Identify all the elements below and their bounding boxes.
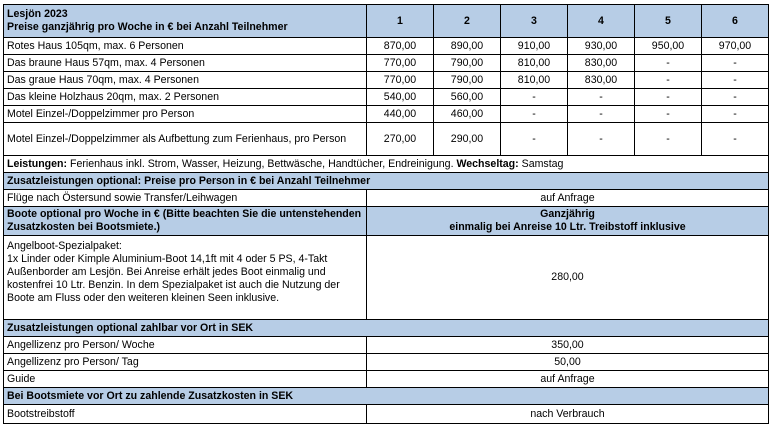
section-header-row bbox=[4, 173, 769, 190]
section-header-row bbox=[4, 207, 769, 236]
local-item-value: 50,00 bbox=[367, 354, 769, 371]
price-cell: 810,00 bbox=[501, 55, 568, 72]
price-table bbox=[3, 4, 769, 424]
price-cell: 440,00 bbox=[367, 106, 434, 123]
price-cell: 970,00 bbox=[702, 38, 769, 55]
column-header: 2 bbox=[434, 5, 501, 38]
column-header: 4 bbox=[568, 5, 635, 38]
boats-heading: Boote optional pro Woche in € (Bitte beachten Sie die untenstehenden Zusatzkosten bei Bootsmiete.) bbox=[4, 207, 367, 236]
price-cell: 790,00 bbox=[434, 72, 501, 89]
price-cell: - bbox=[568, 123, 635, 156]
price-cell: - bbox=[635, 72, 702, 89]
column-header: 1 bbox=[367, 5, 434, 38]
price-cell: - bbox=[702, 106, 769, 123]
price-cell: 770,00 bbox=[367, 72, 434, 89]
price-cell: 290,00 bbox=[434, 123, 501, 156]
section-header-row bbox=[4, 320, 769, 337]
column-header: 3 bbox=[501, 5, 568, 38]
price-cell: 270,00 bbox=[367, 123, 434, 156]
section-header-row bbox=[4, 388, 769, 405]
local-heading: Zusatzleistungen optional zahlbar vor Ort in SEK bbox=[4, 320, 769, 337]
price-cell: - bbox=[501, 106, 568, 123]
flights-value: auf Anfrage bbox=[367, 190, 769, 207]
price-cell: 540,00 bbox=[367, 89, 434, 106]
boat-package-text: Angelboot-Spezialpaket: 1x Linder oder Kimple Aluminium-Boot 14,1ft mit 4 oder 5 PS, 4-Takt Außenborder am Lesjön. Bei Anreise erhält jedes Boot einmalig und kostenfrei 10 Ltr. Benzin. In dem Spezialpaket ist auch die Nutzung der Boote am Fluss oder den weiteren kleinen Seen inklusive. bbox=[4, 236, 367, 320]
price-cell: 930,00 bbox=[568, 38, 635, 55]
table-row bbox=[4, 106, 769, 123]
price-cell: - bbox=[568, 106, 635, 123]
price-cell: - bbox=[568, 89, 635, 106]
services-row bbox=[4, 156, 769, 173]
header-title-cell bbox=[4, 5, 367, 38]
price-cell: 870,00 bbox=[367, 38, 434, 55]
price-cell: 830,00 bbox=[568, 55, 635, 72]
row-label: Das braune Haus 57qm, max. 4 Personen bbox=[4, 55, 367, 72]
local-item-label: Angellizenz pro Person/ Woche bbox=[4, 337, 367, 354]
price-cell: 910,00 bbox=[501, 38, 568, 55]
price-cell: 890,00 bbox=[434, 38, 501, 55]
table-row bbox=[4, 371, 769, 388]
price-cell: 830,00 bbox=[568, 72, 635, 89]
price-cell: 810,00 bbox=[501, 72, 568, 89]
header-row bbox=[4, 5, 769, 38]
fuel-label: Bootstreibstoff bbox=[4, 405, 367, 424]
row-label: Das graue Haus 70qm, max. 4 Personen bbox=[4, 72, 367, 89]
price-cell: 460,00 bbox=[434, 106, 501, 123]
row-label: Motel Einzel-/Doppelzimmer pro Person bbox=[4, 106, 367, 123]
table-title: Lesjön 2023 bbox=[7, 8, 68, 20]
services-text: Ferienhaus inkl. Strom, Wasser, Heizung, Bettwäsche, Handtücher, Endreinigung. bbox=[69, 157, 454, 170]
price-cell: - bbox=[501, 123, 568, 156]
change-day-value: Samstag bbox=[521, 157, 564, 170]
price-cell: - bbox=[501, 89, 568, 106]
boats-season-label: Ganzjährig bbox=[540, 208, 595, 220]
services-label: Leistungen: bbox=[7, 157, 68, 170]
table-row bbox=[4, 236, 769, 320]
flights-label: Flüge nach Östersund sowie Transfer/Leihwagen bbox=[4, 190, 367, 207]
price-cell: - bbox=[635, 123, 702, 156]
price-cell: - bbox=[635, 89, 702, 106]
price-cell: 950,00 bbox=[635, 38, 702, 55]
boat-package-price: 280,00 bbox=[367, 236, 769, 320]
column-header: 6 bbox=[702, 5, 769, 38]
price-cell: - bbox=[635, 55, 702, 72]
table-row bbox=[4, 354, 769, 371]
fuel-value: nach Verbrauch bbox=[367, 405, 769, 424]
local-item-label: Angellizenz pro Person/ Tag bbox=[4, 354, 367, 371]
table-row bbox=[4, 38, 769, 55]
price-cell: - bbox=[702, 123, 769, 156]
change-day-label: Wechseltag: bbox=[456, 157, 519, 170]
table-row bbox=[4, 337, 769, 354]
services-cell bbox=[4, 156, 769, 173]
column-header: 5 bbox=[635, 5, 702, 38]
table-subtitle: Preise ganzjährig pro Woche in € bei Anzahl Teilnehmer bbox=[7, 21, 288, 33]
table-row bbox=[4, 123, 769, 156]
boat-rental-heading: Bei Bootsmiete vor Ort zu zahlende Zusatzkosten in SEK bbox=[4, 388, 769, 405]
local-item-value: auf Anfrage bbox=[367, 371, 769, 388]
price-cell: 770,00 bbox=[367, 55, 434, 72]
table-row bbox=[4, 55, 769, 72]
table-row bbox=[4, 72, 769, 89]
table-row bbox=[4, 405, 769, 424]
price-cell: 790,00 bbox=[434, 55, 501, 72]
price-cell: - bbox=[635, 106, 702, 123]
price-cell: - bbox=[702, 55, 769, 72]
table-row bbox=[4, 190, 769, 207]
table-row bbox=[4, 89, 769, 106]
boats-heading-right bbox=[367, 207, 769, 236]
row-label: Rotes Haus 105qm, max. 6 Personen bbox=[4, 38, 367, 55]
price-cell: - bbox=[702, 72, 769, 89]
row-label: Das kleine Holzhaus 20qm, max. 2 Personen bbox=[4, 89, 367, 106]
local-item-value: 350,00 bbox=[367, 337, 769, 354]
boats-fuel-note: einmalig bei Anreise 10 Ltr. Treibstoff inklusive bbox=[449, 221, 686, 233]
row-label: Motel Einzel-/Doppelzimmer als Aufbettung zum Ferienhaus, pro Person bbox=[4, 123, 367, 156]
local-item-label: Guide bbox=[4, 371, 367, 388]
extras-heading: Zusatzleistungen optional: Preise pro Person in € bei Anzahl Teilnehmer bbox=[4, 173, 769, 190]
price-cell: - bbox=[702, 89, 769, 106]
price-cell: 560,00 bbox=[434, 89, 501, 106]
